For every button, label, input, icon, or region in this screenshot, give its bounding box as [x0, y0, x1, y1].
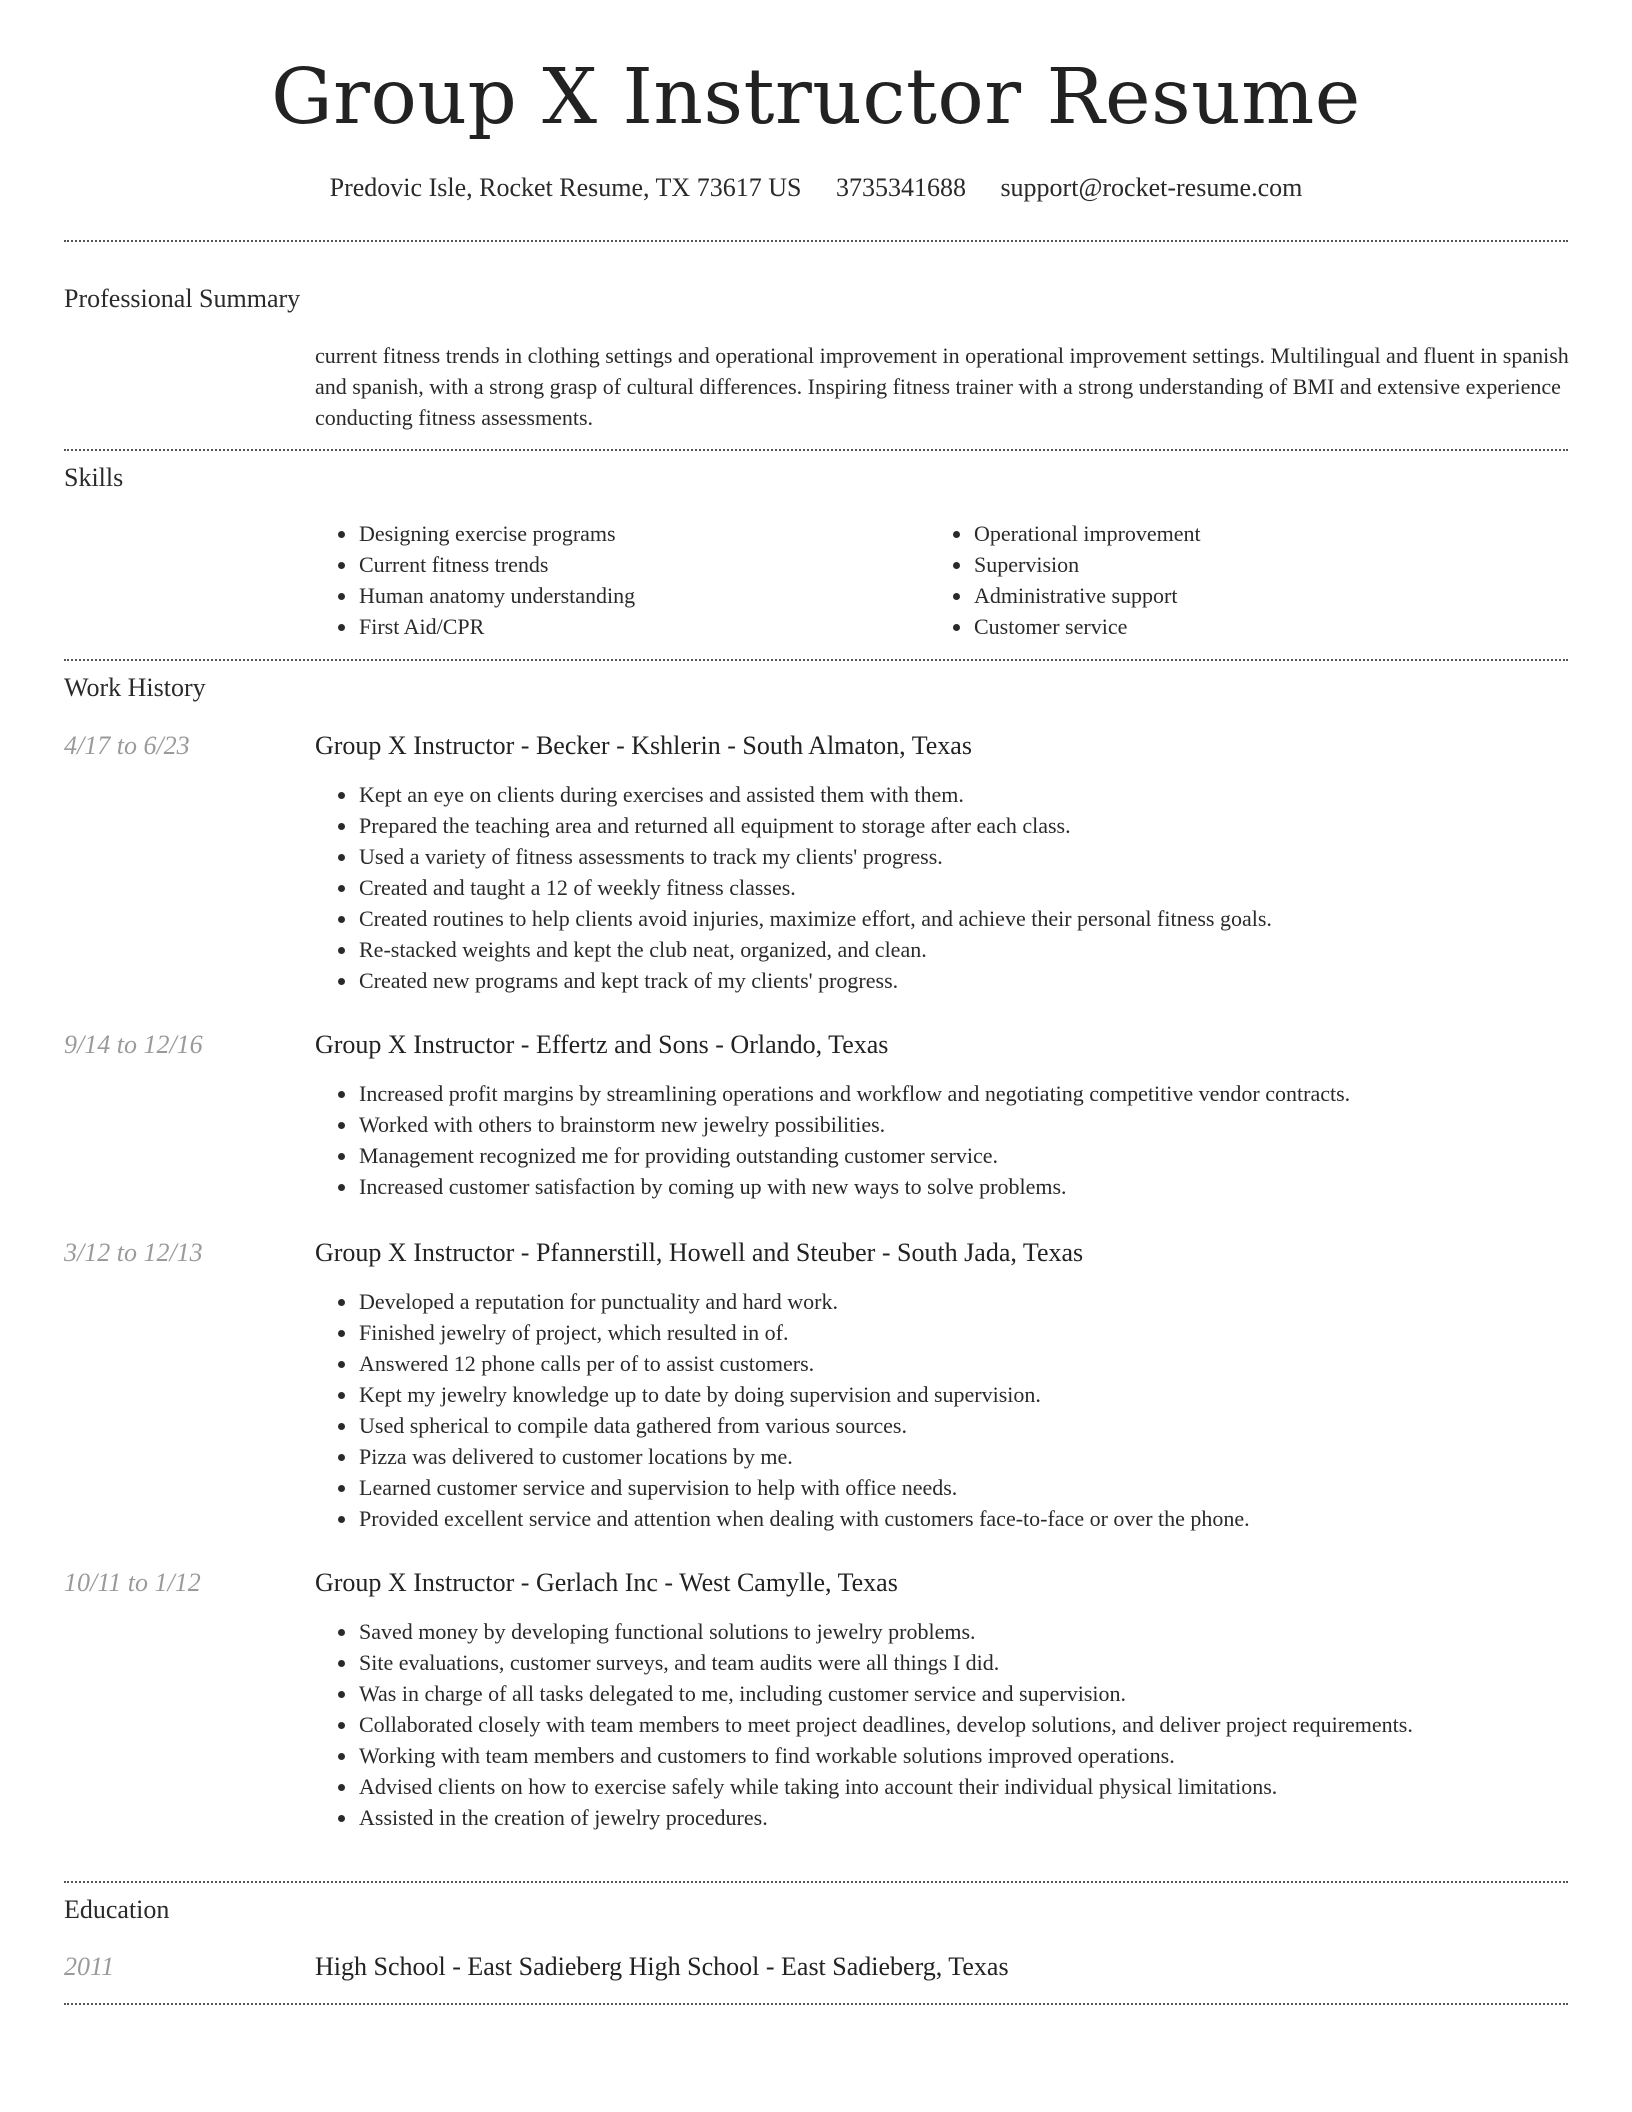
divider — [64, 659, 1568, 661]
job-title: Group X Instructor - Becker - Kshlerin - South Almaton, Texas — [315, 731, 972, 760]
job-bullet: • Collaborated closely with team members to meet project deadlines, develop solutions, and deliver project requirements. — [358, 1709, 1570, 1740]
job-bullet: • Prepared the teaching area and returned all equipment to storage after each class. — [358, 810, 1570, 841]
job-bullet: • Working with team members and customers to find workable solutions improved operations. — [358, 1740, 1570, 1771]
skill-item: • Supervision — [973, 549, 1490, 580]
divider — [64, 2003, 1568, 2005]
work-history-heading: Work History — [64, 673, 206, 702]
education-year: 2011 — [64, 1952, 115, 1981]
job-bullet: • Answered 12 phone calls per of to assist customers. — [358, 1348, 1570, 1379]
job-bullets — [315, 1078, 1570, 1202]
job-bullet: • Created new programs and kept track of my clients' progress. — [358, 965, 1570, 996]
summary-text: current fitness trends in clothing settings and operational improvement in operational improvement settings. Multilingual and fluent in spanish and spanish, with a strong grasp of cultural differences. Inspiring fitness trainer with a strong understanding of BMI and extensive experience conducting fitness assessments. — [315, 343, 1569, 430]
job-bullets — [315, 1286, 1570, 1534]
job-bullet: • Management recognized me for providing outstanding customer service. — [358, 1140, 1570, 1171]
divider — [64, 449, 1568, 451]
job-bullet: • Assisted in the creation of jewelry procedures. — [358, 1802, 1570, 1833]
job-dates: 4/17 to 6/23 — [64, 731, 190, 760]
resume-title: Group X Instructor Resume — [271, 53, 1361, 142]
divider — [64, 240, 1568, 242]
contact-address: Predovic Isle, Rocket Resume, TX 73617 US — [329, 173, 802, 202]
skill-item: • Customer service — [973, 611, 1490, 642]
job-title: Group X Instructor - Pfannerstill, Howell and Steuber - South Jada, Texas — [315, 1238, 1084, 1267]
summary-heading: Professional Summary — [64, 284, 301, 313]
skills-right-column — [930, 518, 1490, 642]
job-bullet: • Increased profit margins by streamlining operations and workflow and negotiating competitive vendor contracts. — [358, 1078, 1570, 1109]
contact-email: support@rocket-resume.com — [1000, 173, 1303, 202]
skill-item: • Current fitness trends — [358, 549, 875, 580]
skill-item: • Human anatomy understanding — [358, 580, 875, 611]
skill-item: • Operational improvement — [973, 518, 1490, 549]
job-bullet: • Created routines to help clients avoid injuries, maximize effort, and achieve their personal fitness goals. — [358, 903, 1570, 934]
job-bullet: • Pizza was delivered to customer locations by me. — [358, 1441, 1570, 1472]
education-entry: High School - East Sadieberg High School - East Sadieberg, Texas — [315, 1952, 1009, 1981]
job-dates: 9/14 to 12/16 — [64, 1030, 203, 1059]
skill-item: • First Aid/CPR — [358, 611, 875, 642]
job-bullet: • Saved money by developing functional solutions to jewelry problems. — [358, 1616, 1570, 1647]
job-title: Group X Instructor - Effertz and Sons - Orlando, Texas — [315, 1030, 889, 1059]
skills-heading: Skills — [64, 463, 124, 492]
job-bullet: • Re-stacked weights and kept the club neat, organized, and clean. — [358, 934, 1570, 965]
job-bullet: • Site evaluations, customer surveys, and team audits were all things I did. — [358, 1647, 1570, 1678]
education-heading: Education — [64, 1895, 170, 1924]
skills-left-column — [315, 518, 875, 642]
job-dates: 10/11 to 1/12 — [64, 1568, 201, 1597]
job-bullet: • Used spherical to compile data gathered from various sources. — [358, 1410, 1570, 1441]
job-bullet: • Kept an eye on clients during exercises and assisted them with them. — [358, 779, 1570, 810]
job-bullet: • Provided excellent service and attention when dealing with customers face-to-face or over the phone. — [358, 1503, 1570, 1534]
contact-line — [0, 170, 1632, 206]
job-bullets — [315, 1616, 1570, 1833]
job-title: Group X Instructor - Gerlach Inc - West Camylle, Texas — [315, 1568, 898, 1597]
divider — [64, 1881, 1568, 1883]
job-bullet: • Created and taught a 12 of weekly fitness classes. — [358, 872, 1570, 903]
contact-phone: 3735341688 — [835, 173, 966, 202]
job-bullet: • Was in charge of all tasks delegated to me, including customer service and supervision. — [358, 1678, 1570, 1709]
skill-item: • Administrative support — [973, 580, 1490, 611]
job-bullet: • Worked with others to brainstorm new jewelry possibilities. — [358, 1109, 1570, 1140]
job-dates: 3/12 to 12/13 — [64, 1238, 203, 1267]
job-bullet: • Kept my jewelry knowledge up to date by doing supervision and supervision. — [358, 1379, 1570, 1410]
job-bullet: • Developed a reputation for punctuality and hard work. — [358, 1286, 1570, 1317]
job-bullet: • Increased customer satisfaction by coming up with new ways to solve problems. — [358, 1171, 1570, 1202]
job-bullet: • Learned customer service and supervision to help with office needs. — [358, 1472, 1570, 1503]
job-bullet: • Finished jewelry of project, which resulted in of. — [358, 1317, 1570, 1348]
job-bullet: • Advised clients on how to exercise safely while taking into account their individual physical limitations. — [358, 1771, 1570, 1802]
skill-item: • Designing exercise programs — [358, 518, 875, 549]
job-bullets — [315, 779, 1570, 996]
job-bullet: • Used a variety of fitness assessments to track my clients' progress. — [358, 841, 1570, 872]
